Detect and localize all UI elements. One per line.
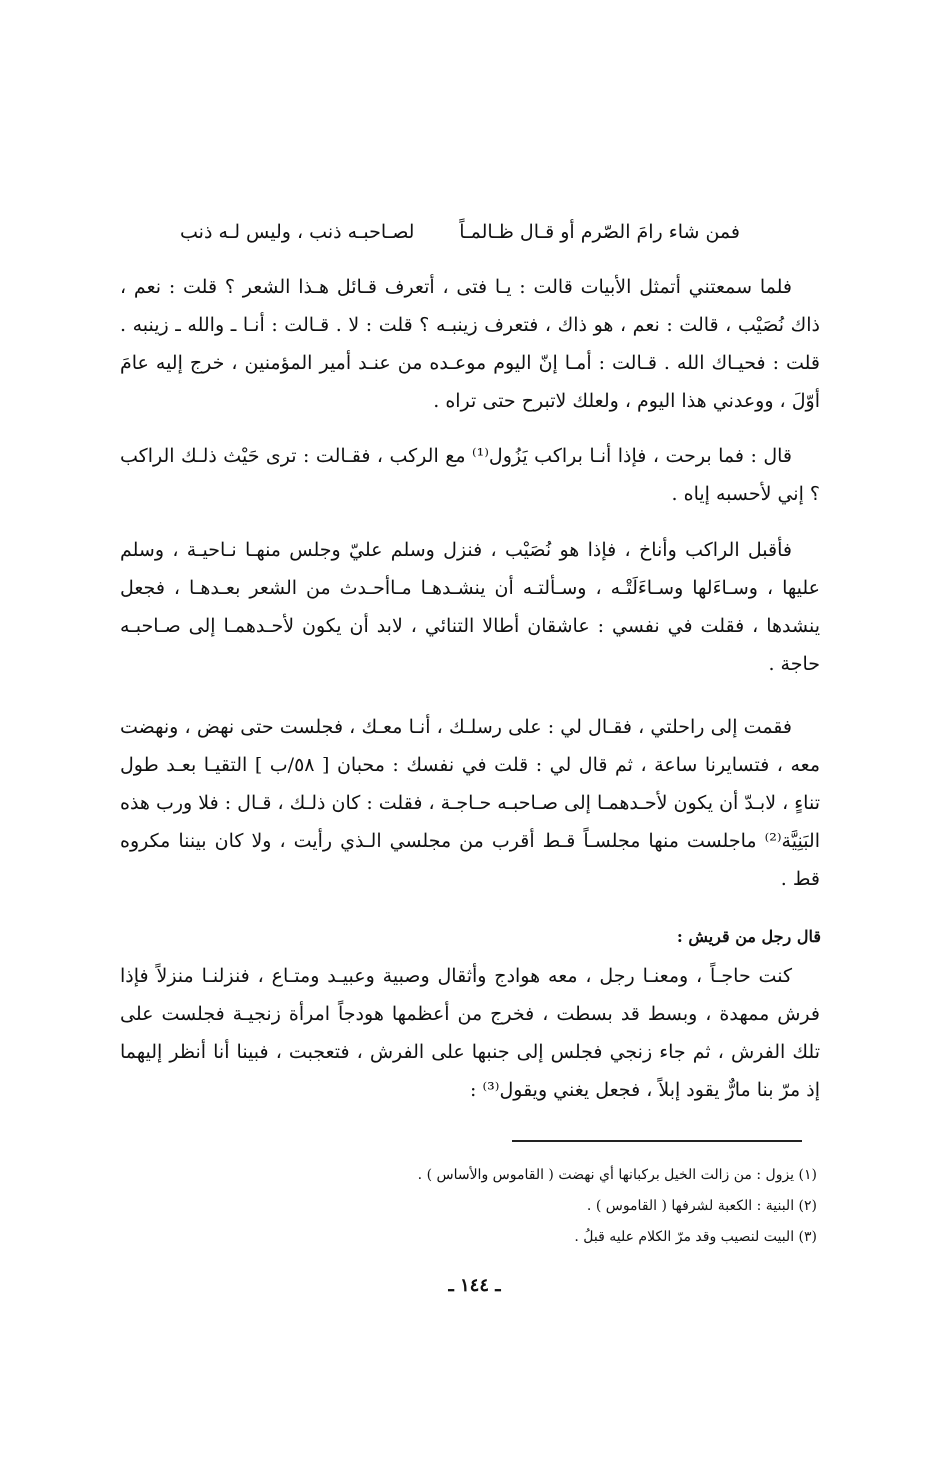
footnote-3: (٣) البيت لنصيب وقد مرّ الكلام عليه قبلُ . [574,1229,817,1245]
footnote-divider [512,1140,802,1142]
verse-second-hemistich: لصـاحبـه ذنب ، وليس لـه ذنب [180,221,415,243]
verse-first-hemistich: فمن شاء رامَ الصّرم أو قـال ظـالمـاً [459,221,740,243]
poetry-verse [180,212,740,252]
body-text-block-2 [120,437,820,513]
paragraph-1: فلما سمعتني أتمثل الأبيات قالت : يـا فتى ، أتعرف قـائل هـذا الشعر ؟ قلت : نعم ، ذاك نُصَيْب ، قالت : نعم ، هو ذاك ، فتعرف زينبـه ؟ قلت : لا . قـالت : أنـا ـ والله ـ زينبه . قلت : فحيـاك الله . قـالت : أمـا إنّ اليوم موعـده من عنـد أمير المؤمنين ، خرج إليه عامَ أوّلَ ، ووعدني هذا اليوم ، ولعلك لاتبرح حتى تراه . [120,276,820,412]
paragraph-5: كنت حاجـاً ، ومعنـا رجل ، معه هوادج وأثقال وصبية وعبيـد ومتـاع ، فنزلنـا منزلاً فإذا فرش ممهدة ، وبسط قد بسطت ، فخرج من أعظمها هودجاً امرأة زنجيـة فجلست على تلك الفرش ، ثم جاء زنجي فجلس إلى جنبها على الفرش ، فتعجبت ، فبينا أنا أنظر إليهما إذ مرّ بنا مارٌّ يقود إبلاً ، فجعل يغني ويقول⁽³⁾ : [120,965,820,1101]
paragraph-4: فقمت إلى راحلتي ، فقـال لي : على رسلـك ، أنـا معـك ، فجلست حتى نهض ، ونهضت معه ، فتسايرنا ساعة ، ثم قال لي : قلت في نفسك : محبان [ ٥٨/ب ] التقيـا بعـد طول تناءٍ ، لابـدّ أن يكون لأحـدهمـا إلى صـاحبـه حـاجـة ، فقلت : كان ذلـك ، قـال : فلا ورب هذه البَنِيَّة⁽²⁾ ماجلست منها مجلسـاً قـط أقرب من مجلسي الـذي رأيت ، ولا كان بيننا مكروه قط . [120,716,821,890]
body-text-block-4 [120,708,820,898]
paragraph-2: قال : فما برحت ، فإذا أنـا براكب يَزُول⁽¹⁾ مع الركب ، فقـالت : ترى حَيْث ذلـك الراكب ؟ إني لأحسبه إياه . [120,445,820,505]
page-number: ـ ١٤٤ ـ [448,1275,501,1296]
body-text-block-5 [120,957,820,1109]
footnote-1: (١) يزول : من زالت الخيل بركبانها أي نهضت ( القاموس والأساس ) . [417,1167,817,1183]
footnotes [217,1160,817,1253]
body-text-block-3 [120,531,820,683]
body-text-block [120,268,820,420]
footnote-2: (٢) البنية : الكعبة لشرفها ( القاموس ) . [586,1198,817,1214]
section-heading: قال رجل من قريش : [676,927,821,946]
paragraph-3: فأقبل الراكب وأناخ ، فإذا هو نُصَيْب ، فنزل وسلم عليّ وجلس منهـا نـاحيـة ، وسلم عليها ، وسـاءَلها وسـاءَلَتْـه ، وسـألتـه أن ينشـدهـا مـاأحـدث من الشعر بعـدهـا ، فجعل ينشدها ، فقلت في نفسي : عاشقان أطالا التنائي ، لابد أن يكون لأحـدهمـا إلى صـاحبـه حاجة . [120,539,820,675]
